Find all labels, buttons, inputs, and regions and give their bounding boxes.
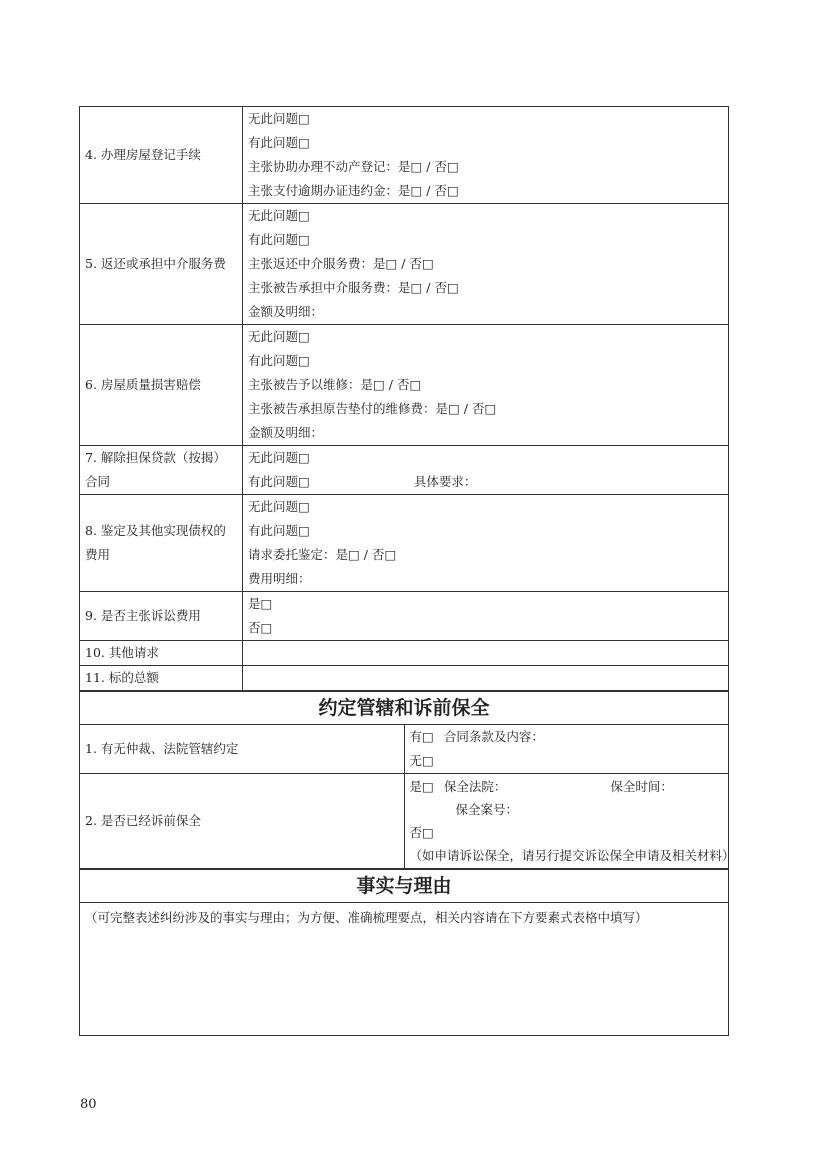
option[interactable]: 主张协助办理不动产登记：是□ / 否□	[248, 159, 459, 174]
complaint-form	[79, 106, 735, 1036]
option[interactable]: 主张被告承担中介服务费：是□ / 否□	[248, 280, 459, 295]
option-line	[410, 775, 724, 798]
option[interactable]: 无此问题□	[248, 208, 310, 223]
option[interactable]: 有此问题□	[248, 523, 310, 538]
row-options	[243, 325, 729, 446]
row-8	[80, 495, 729, 592]
option[interactable]: 是□	[248, 596, 273, 611]
option[interactable]: 主张被告承担原告垫付的维修费：是□ / 否□	[248, 401, 497, 416]
row-options	[243, 592, 729, 641]
option[interactable]: 有此问题□	[248, 232, 310, 247]
option[interactable]: 有此问题□	[248, 474, 310, 489]
option-detail[interactable]: 保全案号：	[455, 802, 519, 817]
row-5	[80, 204, 729, 325]
option[interactable]: 有□	[409, 729, 434, 744]
row-options	[243, 446, 729, 495]
option[interactable]: 金额及明细：	[248, 425, 324, 440]
row-options	[243, 495, 729, 592]
row-label: 8. 鉴定及其他实现债权的费用	[80, 495, 243, 592]
option-line	[410, 725, 724, 749]
row-label: 7. 解除担保贷款（按揭）合同	[80, 446, 243, 495]
preservation-row	[80, 774, 729, 869]
option[interactable]: 无此问题□	[248, 450, 310, 465]
row-9	[80, 592, 729, 641]
row-input[interactable]	[243, 641, 729, 666]
option[interactable]: 无□	[409, 753, 434, 768]
row-label: 1. 有无仲裁、法院管辖约定	[80, 725, 405, 774]
row-label: 6. 房屋质量损害赔偿	[80, 325, 243, 446]
option[interactable]: 主张支付逾期办证违约金：是□ / 否□	[248, 183, 459, 198]
facts-note: （可完整表述纠纷涉及的事实与理由；为方便、准确梳理要点，相关内容请在下方要素式表格中填写）	[85, 910, 648, 925]
option[interactable]: 无此问题□	[248, 111, 310, 126]
facts-table	[79, 869, 729, 1036]
row-label: 10. 其他请求	[80, 641, 243, 666]
row-label: 11. 标的总额	[80, 666, 243, 691]
option[interactable]: 否□	[409, 825, 434, 840]
option[interactable]: 有此问题□	[248, 353, 310, 368]
arbitration-row	[80, 725, 729, 774]
preservation-note: （如申请诉讼保全，请另行提交诉讼保全申请及相关材料）	[409, 848, 735, 863]
option[interactable]: 无此问题□	[248, 499, 310, 514]
page-number: 80	[80, 1097, 97, 1112]
section-title: 事实与理由	[80, 870, 729, 903]
facts-textarea[interactable]	[80, 903, 729, 1036]
row-label: 4. 办理房屋登记手续	[80, 107, 243, 204]
option[interactable]: 费用明细：	[248, 571, 311, 586]
row-6	[80, 325, 729, 446]
row-7	[80, 446, 729, 495]
option-detail[interactable]: 保全时间：	[610, 779, 673, 794]
row-4	[80, 107, 729, 204]
option[interactable]: 否□	[248, 620, 273, 635]
option-detail[interactable]: 具体要求：	[413, 474, 477, 489]
option-detail[interactable]: 保全法院：	[443, 779, 507, 794]
option[interactable]: 主张返还中介服务费：是□ / 否□	[248, 256, 434, 271]
row-options	[243, 107, 729, 204]
row-11	[80, 666, 729, 691]
row-10	[80, 641, 729, 666]
option[interactable]: 有此问题□	[248, 135, 310, 150]
row-label: 2. 是否已经诉前保全	[80, 774, 405, 869]
option[interactable]: 请求委托鉴定：是□ / 否□	[248, 547, 397, 562]
row-options	[404, 725, 729, 774]
option[interactable]: 主张被告予以维修：是□ / 否□	[248, 377, 422, 392]
claims-table	[79, 106, 729, 691]
row-label: 5. 返还或承担中介服务费	[80, 204, 243, 325]
section-title: 约定管辖和诉前保全	[80, 692, 729, 725]
option-line	[410, 798, 724, 821]
option[interactable]: 是□	[409, 779, 434, 794]
row-label: 9. 是否主张诉讼费用	[80, 592, 243, 641]
option-detail[interactable]: 合同条款及内容：	[443, 729, 544, 744]
row-options	[404, 774, 735, 869]
option[interactable]: 金额及明细：	[248, 304, 324, 319]
jurisdiction-table	[79, 691, 735, 869]
row-input[interactable]	[243, 666, 729, 691]
option[interactable]: 无此问题□	[248, 329, 310, 344]
row-options	[243, 204, 729, 325]
option-line	[248, 470, 723, 494]
